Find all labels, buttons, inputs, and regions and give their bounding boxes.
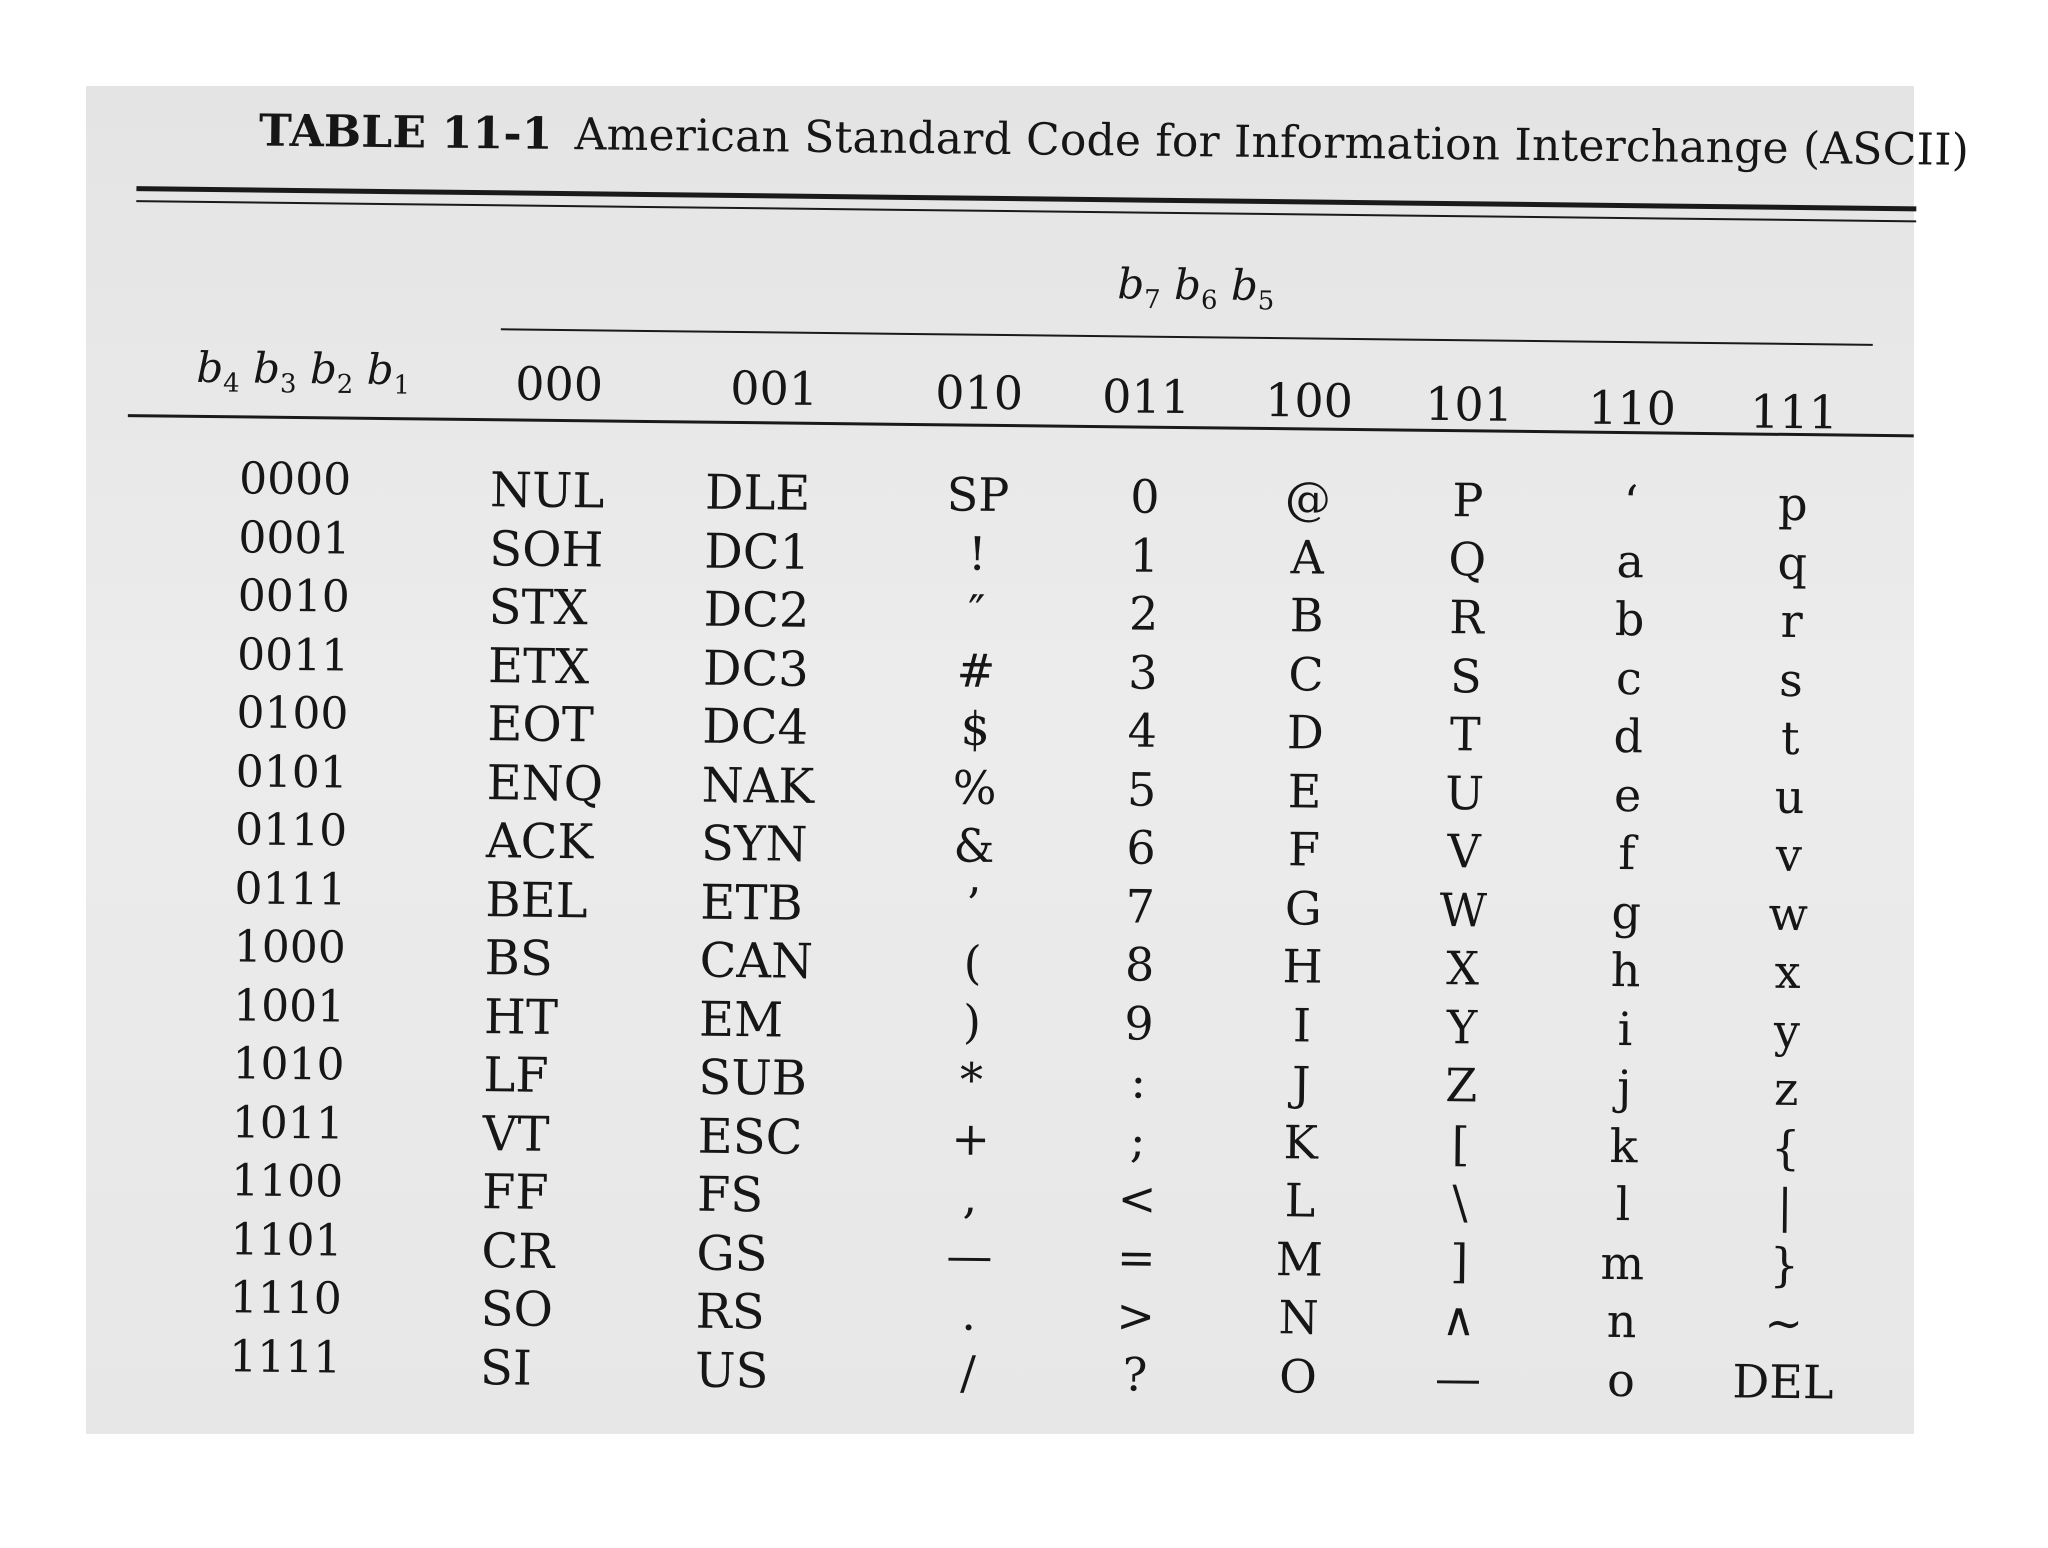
table-cell: P bbox=[1452, 473, 1484, 528]
column-header: 111 bbox=[1749, 384, 1839, 440]
column-header: 000 bbox=[515, 356, 604, 412]
row-code: 0100 bbox=[236, 687, 349, 740]
table-cell: U bbox=[1444, 765, 1485, 820]
column-span-rule bbox=[501, 328, 1873, 346]
table-cell: b bbox=[1614, 591, 1645, 647]
row-code: 0110 bbox=[234, 804, 348, 857]
table-cell: { bbox=[1770, 1120, 1801, 1175]
column-header: 100 bbox=[1264, 372, 1354, 428]
table-cell: N bbox=[1278, 1290, 1320, 1345]
column-header: 010 bbox=[934, 365, 1024, 421]
table-cell: % bbox=[952, 759, 997, 815]
table-cell: S bbox=[1449, 648, 1483, 703]
table-cell: s bbox=[1778, 652, 1804, 707]
table-cell: 8 bbox=[1124, 937, 1155, 992]
table-cell: ? bbox=[1122, 1346, 1148, 1402]
table-cell: Y bbox=[1446, 999, 1478, 1054]
table-cell: CAN bbox=[699, 932, 814, 990]
table-cell: n bbox=[1606, 1293, 1637, 1349]
row-code: 1101 bbox=[230, 1213, 343, 1267]
table-cell: m bbox=[1600, 1235, 1645, 1290]
table-cell: [ bbox=[1451, 1116, 1470, 1171]
table-cell: z bbox=[1773, 1061, 1799, 1117]
table-cell: 6 bbox=[1126, 820, 1156, 875]
table-cell: x bbox=[1774, 944, 1801, 1000]
row-code: 1001 bbox=[232, 979, 346, 1033]
table-cell: o bbox=[1606, 1352, 1636, 1407]
table-cell: . bbox=[961, 1286, 977, 1341]
table-cell: GS bbox=[696, 1225, 768, 1282]
row-code: 1100 bbox=[230, 1155, 344, 1208]
high-bits-header: $b_7$ $b_6$ $b_5$ bbox=[1117, 259, 1275, 317]
table-cell: — bbox=[1434, 1350, 1482, 1405]
table-cell: j bbox=[1616, 1060, 1632, 1115]
table-cell: < bbox=[1117, 1171, 1157, 1226]
table-cell: DC2 bbox=[703, 581, 810, 639]
table-cell: FS bbox=[696, 1166, 764, 1224]
table-cell: DC4 bbox=[702, 698, 809, 756]
table-cell: BS bbox=[484, 930, 554, 987]
table-cell: / bbox=[959, 1345, 977, 1400]
table-cell: FF bbox=[481, 1164, 549, 1221]
table-cell: — bbox=[946, 1227, 993, 1283]
table-cell: V bbox=[1447, 824, 1481, 879]
table-cell: ETB bbox=[700, 874, 804, 932]
table-cell: SYN bbox=[700, 815, 808, 873]
table-cell: BEL bbox=[485, 871, 588, 929]
table-cell: ] bbox=[1450, 1233, 1469, 1288]
column-header: 110 bbox=[1587, 380, 1677, 436]
table-cell: u bbox=[1774, 769, 1805, 824]
table-cell: A bbox=[1290, 529, 1325, 585]
row-code: 0001 bbox=[238, 511, 351, 565]
table-cell: } bbox=[1769, 1237, 1800, 1292]
table-cell: NAK bbox=[701, 757, 815, 815]
row-code: 0101 bbox=[235, 745, 349, 799]
table-cell: W bbox=[1439, 882, 1488, 938]
table-cell: ETX bbox=[487, 637, 590, 695]
table-cell: q bbox=[1777, 535, 1808, 590]
table-cell: ( bbox=[963, 935, 982, 990]
table-cell: 9 bbox=[1124, 995, 1154, 1051]
table-cell: EOT bbox=[487, 696, 595, 754]
table-cell: SI bbox=[479, 1339, 533, 1397]
table-cell: CR bbox=[481, 1222, 555, 1280]
column-header: 101 bbox=[1424, 376, 1514, 432]
table-cell: ∧ bbox=[1441, 1292, 1476, 1347]
table-cell: g bbox=[1611, 884, 1642, 939]
table-cell: SUB bbox=[698, 1049, 808, 1107]
table-cell: EM bbox=[698, 991, 784, 1049]
table-cell: ! bbox=[967, 526, 987, 581]
table-cell: # bbox=[956, 643, 996, 698]
table-cell: E bbox=[1287, 763, 1322, 819]
table-cell: p bbox=[1777, 476, 1808, 532]
table-cell: R bbox=[1449, 590, 1485, 645]
table-cell: F bbox=[1287, 822, 1321, 877]
table-cell: US bbox=[694, 1342, 769, 1399]
table-cell: = bbox=[1116, 1229, 1156, 1285]
table-cell: @ bbox=[1284, 471, 1332, 526]
table-cell: NUL bbox=[489, 462, 605, 520]
table-cell: t bbox=[1780, 710, 1800, 766]
table-cell: 2 bbox=[1128, 586, 1159, 641]
table-cell: O bbox=[1278, 1348, 1318, 1404]
table-cell: + bbox=[951, 1110, 991, 1166]
table-cell: v bbox=[1775, 827, 1803, 883]
table-cell: G bbox=[1284, 880, 1323, 936]
table-cell: DC3 bbox=[702, 640, 810, 698]
row-code: 0011 bbox=[236, 628, 350, 682]
table-cell: DC1 bbox=[704, 523, 811, 581]
table-cell: 3 bbox=[1128, 644, 1158, 700]
table-cell: ESC bbox=[697, 1108, 803, 1166]
table-cell: | bbox=[1776, 1178, 1794, 1234]
row-code: 0010 bbox=[237, 570, 351, 623]
table-cell: l bbox=[1615, 1177, 1631, 1232]
table-cell: h bbox=[1610, 942, 1641, 998]
table-cell: \ bbox=[1451, 1175, 1469, 1230]
table-cell: c bbox=[1615, 650, 1643, 705]
table-cell: DLE bbox=[704, 464, 811, 522]
table-cell: D bbox=[1286, 705, 1325, 760]
row-code: 1110 bbox=[229, 1272, 343, 1325]
column-header: 001 bbox=[729, 360, 819, 416]
row-code: 1010 bbox=[232, 1038, 345, 1091]
table-cell: ″ bbox=[967, 584, 986, 639]
row-code: 1111 bbox=[228, 1330, 342, 1384]
table-cell: i bbox=[1617, 1001, 1633, 1056]
table-cell: J bbox=[1291, 1056, 1311, 1111]
table-cell: 4 bbox=[1127, 703, 1158, 758]
table-cell: ) bbox=[962, 994, 982, 1049]
table-cell: K bbox=[1283, 1114, 1319, 1170]
table-cell: DEL bbox=[1732, 1353, 1834, 1409]
table-cell: B bbox=[1289, 588, 1324, 643]
table-cell: ACK bbox=[485, 813, 594, 871]
table-cell: d bbox=[1613, 708, 1644, 764]
table-cell: a bbox=[1616, 533, 1645, 588]
low-bits-header: $b_4$ $b_3$ $b_2$ $b_1$ bbox=[196, 342, 411, 401]
table-cell: H bbox=[1282, 939, 1324, 994]
table-label: TABLE 11-1 bbox=[258, 105, 553, 160]
table-cell: RS bbox=[695, 1283, 766, 1341]
table-cell: SP bbox=[946, 467, 1010, 523]
table-cell: VT bbox=[482, 1105, 550, 1163]
column-header: 011 bbox=[1101, 369, 1191, 425]
row-code: 0000 bbox=[238, 453, 352, 506]
table-cell: ‘ bbox=[1623, 475, 1639, 530]
table-cell: r bbox=[1780, 593, 1803, 649]
table-cell: 5 bbox=[1126, 761, 1157, 817]
table-cell: M bbox=[1275, 1231, 1324, 1287]
table-cell: 7 bbox=[1125, 878, 1156, 934]
table-cell: LF bbox=[483, 1047, 549, 1104]
table-cell: C bbox=[1288, 646, 1324, 702]
table-cell: SO bbox=[480, 1281, 554, 1338]
table-caption: American Standard Code for Information Interchange (ASCII) bbox=[574, 109, 1970, 176]
table-cell: 1 bbox=[1129, 527, 1160, 583]
table-cell: ENQ bbox=[486, 754, 604, 812]
table-cell: k bbox=[1609, 1118, 1638, 1173]
table-cell: STX bbox=[488, 579, 589, 637]
table-cell: & bbox=[953, 818, 995, 873]
table-cell: L bbox=[1284, 1173, 1316, 1228]
table-cell: T bbox=[1449, 707, 1481, 762]
row-code: 0111 bbox=[234, 862, 347, 916]
table-cell: ’ bbox=[965, 877, 981, 932]
table-cell: X bbox=[1445, 941, 1480, 996]
table-cell: HT bbox=[483, 988, 559, 1046]
table-cell: w bbox=[1768, 886, 1809, 941]
table-cell: ~ bbox=[1764, 1295, 1804, 1351]
table-cell: * bbox=[959, 1052, 984, 1107]
table-cell: y bbox=[1773, 1003, 1801, 1058]
table-cell: , bbox=[962, 1169, 978, 1224]
table-cell: 0 bbox=[1130, 469, 1160, 524]
table-title bbox=[259, 106, 1970, 176]
table-cell: Q bbox=[1448, 531, 1487, 587]
title-rule-thick bbox=[136, 186, 1916, 211]
table-cell: $ bbox=[960, 701, 991, 756]
table-cell: SOH bbox=[489, 520, 604, 578]
table-cell: e bbox=[1613, 767, 1642, 822]
table-cell: I bbox=[1292, 997, 1312, 1053]
table-cell: : bbox=[1130, 1054, 1147, 1109]
table-cell: Z bbox=[1445, 1058, 1478, 1113]
row-code: 1011 bbox=[231, 1096, 345, 1150]
table-cell: f bbox=[1618, 826, 1636, 881]
row-code: 1000 bbox=[233, 921, 347, 974]
table-cell: ; bbox=[1129, 1113, 1146, 1168]
table-cell: > bbox=[1116, 1288, 1156, 1343]
